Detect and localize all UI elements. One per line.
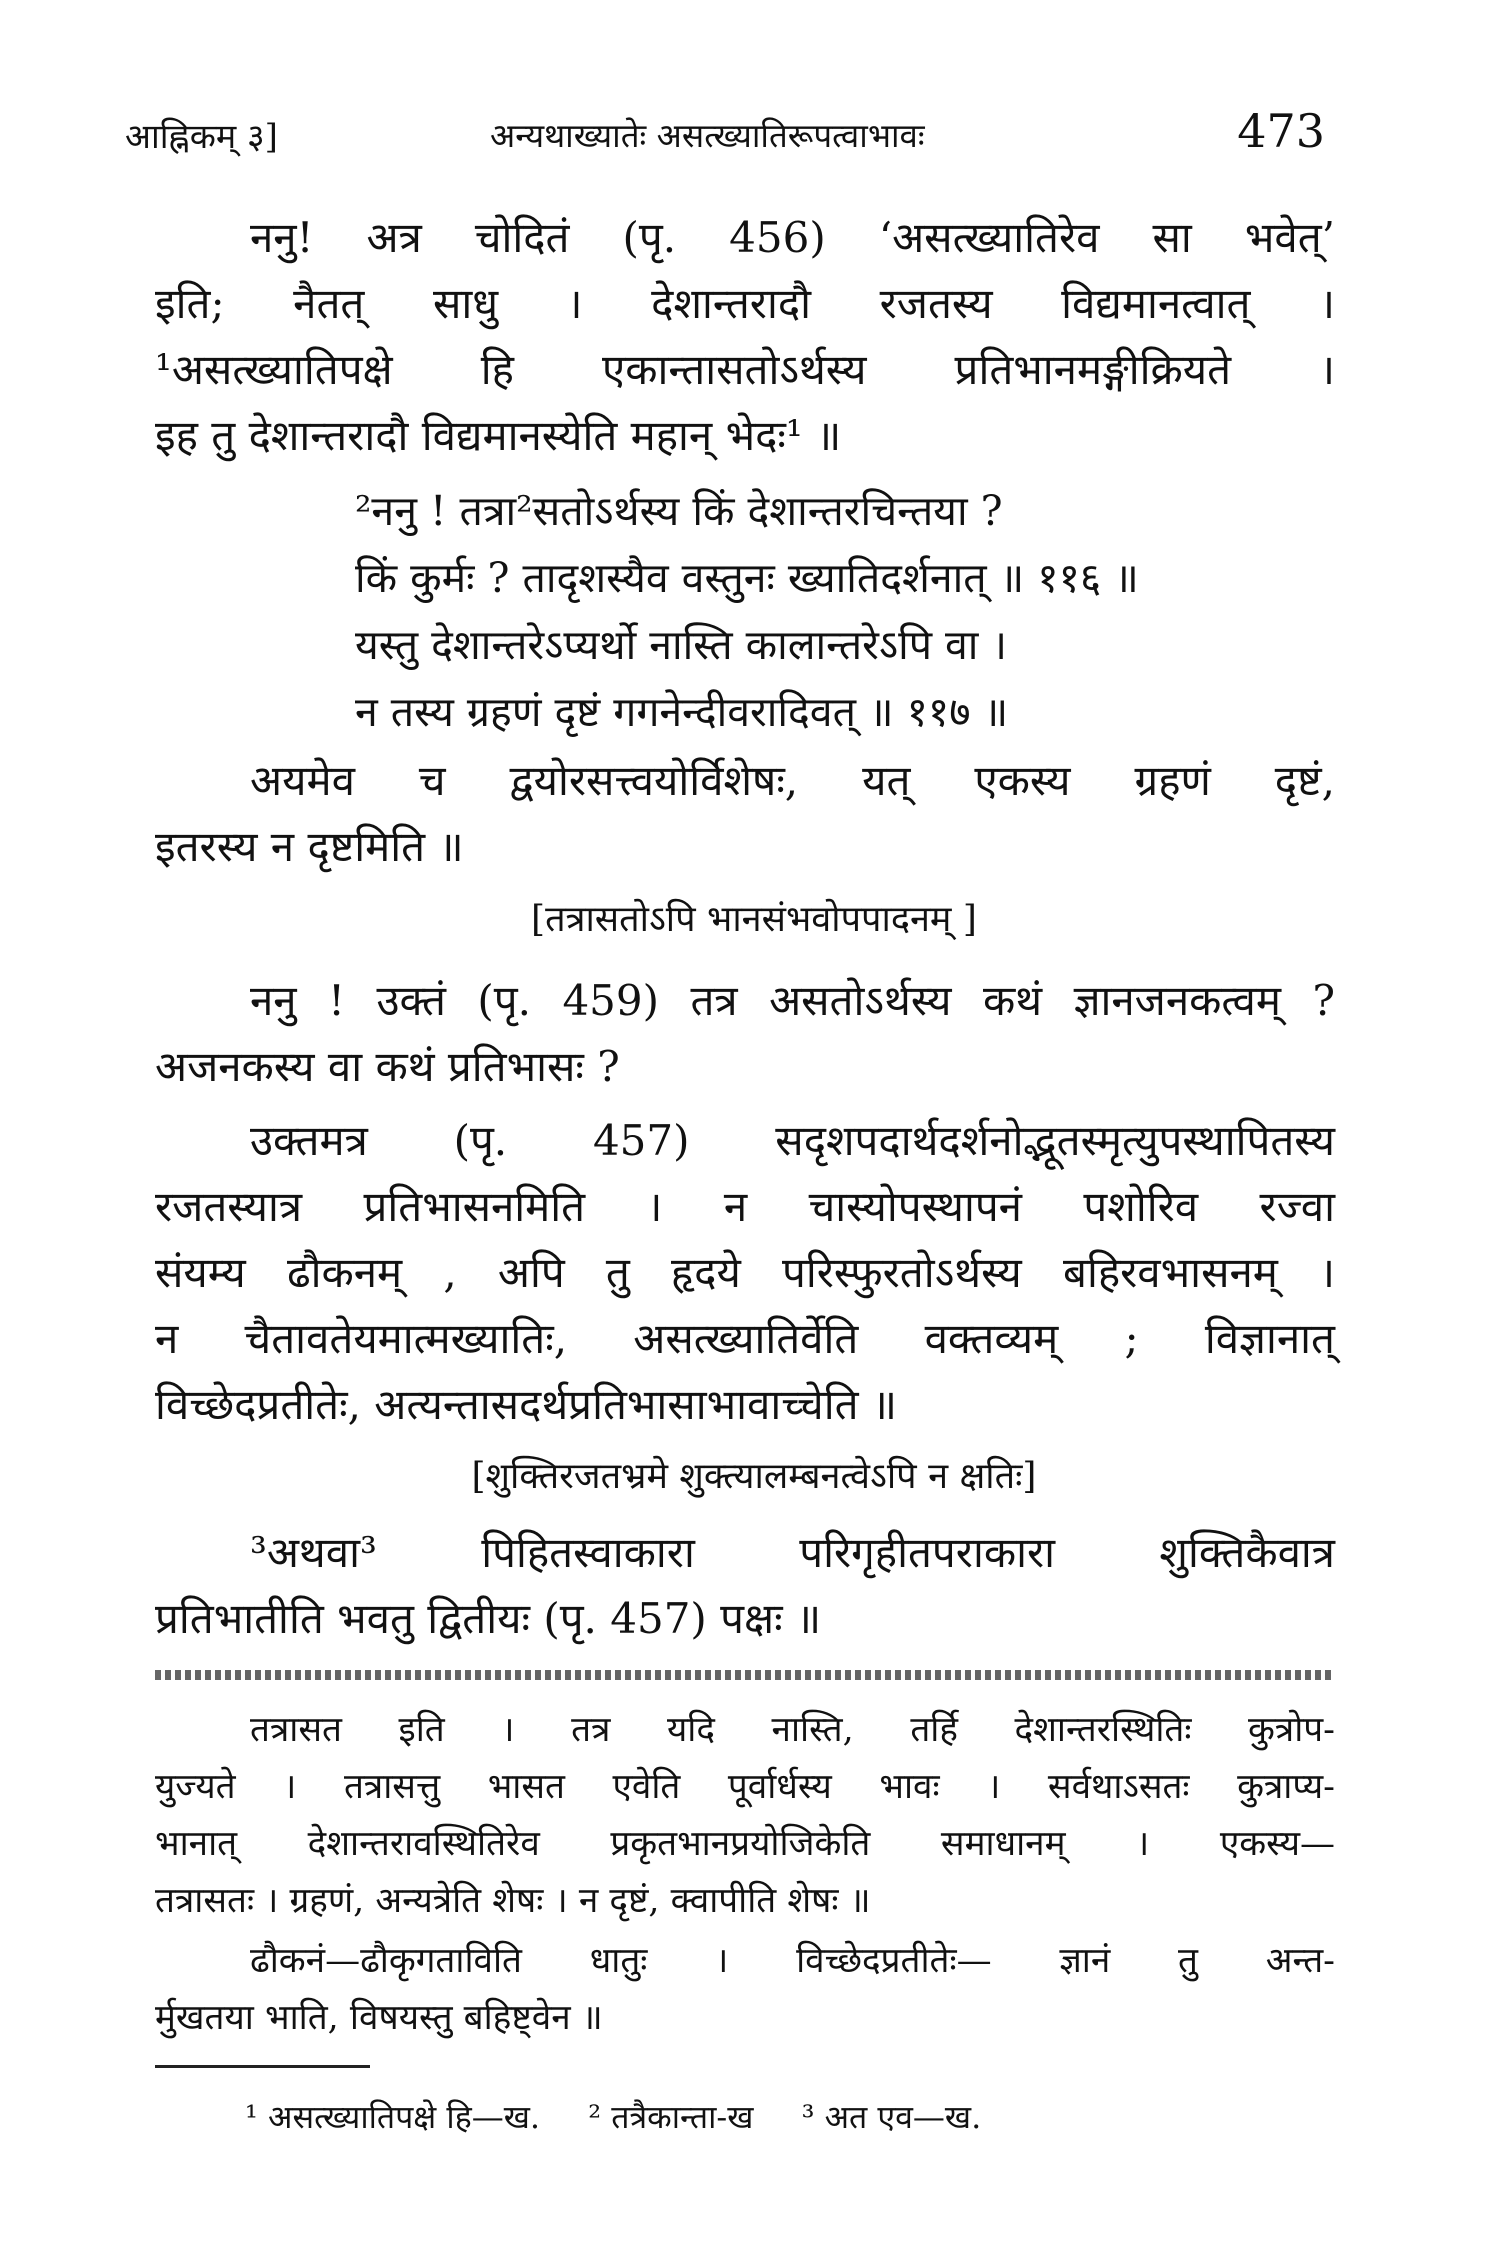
- verse-line: किं कुर्मः ? तादृशस्यैव वस्तुनः ख्यातिदर्शनात् ॥ ११६ ॥: [355, 554, 1139, 602]
- verse-line: ²ननु ! तत्रा²सतोऽर्थस्य किं देशान्तरचिन्तया ?: [355, 487, 1003, 535]
- commentary-line: युज्यते । तत्रासत्तु भासत एवेति पूर्वार्धस्य भावः । सर्वथाऽसतः कुत्राप्य-: [155, 1767, 1335, 1807]
- commentary-block-2: [155, 1933, 1335, 2047]
- header-title: अन्यथाख्यातेः असत्ख्यातिरूपत्वाभावः: [490, 116, 925, 155]
- verse-block: [355, 478, 1139, 746]
- footnote-2: ² तत्रैकान्ता-ख: [588, 2098, 754, 2136]
- commentary-line: भानात् देशान्तरावस्थितिरेव प्रकृतभानप्रयोजिकेति समाधानम् । एकस्य—: [155, 1824, 1335, 1864]
- commentary-block-1: [155, 1702, 1335, 1930]
- section-heading: [शुक्तिरजतभ्रमे शुक्त्यालम्बनत्वेऽपि न क्षतिः]: [471, 1456, 1037, 1497]
- paragraph-4: [155, 1108, 1335, 1438]
- commentary-line: र्मुखतया भाति, विषयस्तु बहिष्ट्वेन ॥: [155, 1998, 603, 2038]
- text-line: ननु! अत्र चोदितं (पृ. 456) ‘असत्ख्यातिरेव सा भवेत्’: [250, 213, 1335, 262]
- paragraph-3: [155, 968, 1335, 1100]
- text-line: प्रतिभातीति भवतु द्वितीयः (पृ. 457) पक्षः ॥: [155, 1594, 822, 1643]
- text-line: रजतस्यात्र प्रतिभासनमिति । न चास्योपस्थापनं पशोरिव रज्वा: [155, 1182, 1335, 1231]
- text-line: इह तु देशान्तरादौ विद्यमानस्येति महान् भेदः¹ ॥: [155, 411, 842, 460]
- text-line: अजनकस्य वा कथं प्रतिभासः ?: [155, 1042, 620, 1091]
- footnote-1: ¹ असत्ख्यातिपक्षे हि—ख.: [245, 2098, 541, 2136]
- text-line: ³अथवा³ पिहितस्वाकारा परिगृहीतपराकारा शुक्तिकैवात्र: [250, 1528, 1335, 1577]
- footnote-divider: [155, 2065, 370, 2068]
- verse-line: न तस्य ग्रहणं दृष्टं गगनेन्दीवरादिवत् ॥ ११७ ॥: [355, 688, 1009, 736]
- text-line: विच्छेदप्रतीतेः, अत्यन्तासदर्थप्रतिभासाभावाच्चेति ॥: [155, 1380, 898, 1429]
- commentary-divider: [155, 1670, 1335, 1680]
- text-line: ननु ! उक्तं (पृ. 459) तत्र असतोऽर्थस्य कथं ज्ञानजनकत्वम् ?: [250, 976, 1335, 1025]
- page-number: 473: [1237, 104, 1325, 158]
- text-line: अयमेव च द्वयोरसत्त्वयोर्विशेषः, यत् एकस्य ग्रहणं दृष्टं,: [250, 756, 1335, 805]
- paragraph-5: [155, 1520, 1335, 1652]
- text-line: ¹असत्ख्यातिपक्षे हि एकान्तासतोऽर्थस्य प्रतिभानमङ्गीक्रियते ।: [155, 345, 1335, 394]
- verse-line: यस्तु देशान्तरेऽप्यर्थो नास्ति कालान्तरेऽपि वा ।: [355, 621, 1007, 669]
- paragraph-1: [155, 205, 1335, 469]
- commentary-line: तत्रासतः । ग्रहणं, अन्यत्रेति शेषः । न दृष्टं, क्वापीति शेषः ॥: [155, 1881, 871, 1921]
- text-line: इति; नैतत् साधु । देशान्तरादौ रजतस्य विद्यमानत्वात् ।: [155, 279, 1335, 328]
- running-header: [125, 104, 1325, 172]
- paragraph-2: [155, 748, 1335, 880]
- footnote-3: ³ अत एव—ख.: [801, 2098, 982, 2136]
- text-line: उक्तमत्र (पृ. 457) सदृशपदार्थदर्शनोद्भूतस्मृत्युपस्थापितस्य: [250, 1116, 1335, 1165]
- text-line: इतरस्य न दृष्टमिति ॥: [155, 822, 464, 871]
- commentary-line: ढौकनं—ढौकृगताविति धातुः । विच्छेदप्रतीतेः— ज्ञानं तु अन्त-: [250, 1941, 1335, 1981]
- section-heading: [तत्रासतोऽपि भानसंभवोपपादनम् ]: [531, 899, 977, 940]
- text-line: न चैतावतेयमात्मख्यातिः, असत्ख्यातिर्वेति वक्तव्यम् ; विज्ञानात्: [155, 1314, 1335, 1363]
- commentary-line: तत्रासत इति । तत्र यदि नास्ति, तर्हि देशान्तरस्थितिः कुत्रोप-: [250, 1710, 1335, 1750]
- footnotes: [245, 2095, 1019, 2138]
- text-line: संयम्य ढौकनम् , अपि तु हृदये परिस्फुरतोऽर्थस्य बहिरवभासनम् ।: [155, 1248, 1335, 1297]
- header-chapter: आह्निकम् ३]: [125, 117, 278, 157]
